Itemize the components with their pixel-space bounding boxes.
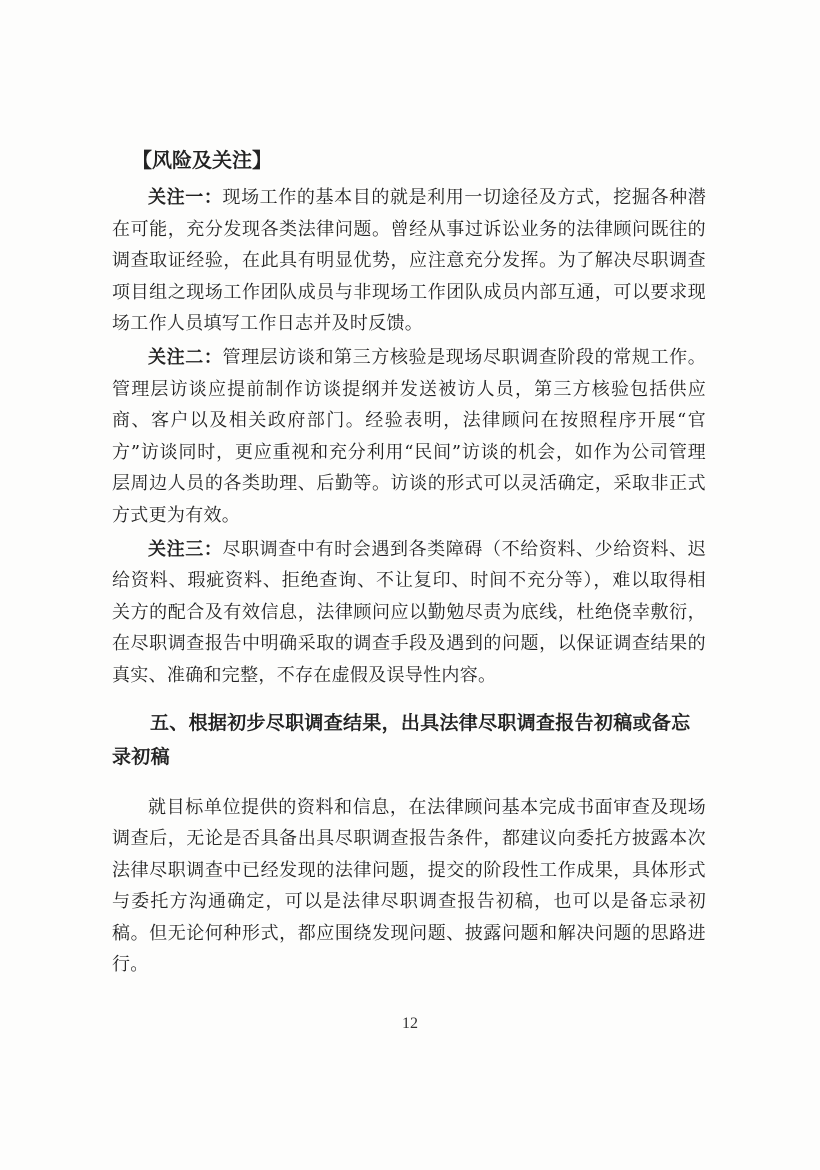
section-heading: 五、根据初步尽职调查结果，出具法律尽职调查报告初稿或备忘录初稿 [112, 711, 691, 768]
attention-paragraph-2 [112, 342, 706, 532]
body-paragraph: 就目标单位提供的资料和信息，在法律顾问基本完成书面审查及现场调查后，无论是否具备出具尽职调查报告条件，都建议向委托方披露本次法律尽职调查中已经发现的法律问题，提交的阶段性工作成果，具体形式与委托方沟通确定，可以是法律尽职调查报告初稿，也可以是备忘录初稿。但无论何种形式，都应围绕发现问题、披露问题和解决问题的思路进行。 [112, 796, 706, 976]
attention-text-1: 现场工作的基本目的就是利用一切途径及方式，挖掘各种潜在可能，充分发现各类法律问题。曾经从事过诉讼业务的法律顾问既往的调查取证经验，在此具有明显优势，应注意充分发挥。为了解决尽职调查项目组之现场工作团队成员与非现场工作团队成员内部互通，可以要求现场工作人员填写工作日志并及时反馈。 [112, 187, 706, 335]
attention-lead-1: 关注一： [148, 187, 223, 208]
attention-text-2: 管理层访谈和第三方核验是现场尽职调查阶段的常规工作。管理层访谈应提前制作访谈提纲并发送被访人员，第三方核验包括供应商、客户以及相关政府部门。经验表明，法律顾问在按照程序开展“官方”访谈同时，更应重视和充分利用“民间”访谈的机会，如作为公司管理层周边人员的各类助理、后勤等。访谈的形式可以灵活确定，采取非正式方式更为有效。 [112, 346, 706, 526]
attention-text-3: 尽职调查中有时会遇到各类障碍（不给资料、少给资料、迟给资料、瑕疵资料、拒绝查询、不让复印、时间不充分等），难以取得相关方的配合及有效信息，法律顾问应以勤勉尽责为底线，杜绝侥幸敷衍，在尽职调查报告中明确采取的调查手段及遇到的问题，以保证调查结果的真实、准确和完整，不存在虚假及误导性内容。 [112, 538, 706, 686]
page-number: 12 [402, 1015, 418, 1032]
attention-paragraph-3 [112, 534, 706, 692]
attention-lead-2: 关注二： [148, 346, 223, 368]
attention-lead-3: 关注三： [148, 538, 223, 560]
attention-paragraph-1 [112, 182, 706, 340]
section-label: 【风险及关注】 [132, 148, 272, 172]
